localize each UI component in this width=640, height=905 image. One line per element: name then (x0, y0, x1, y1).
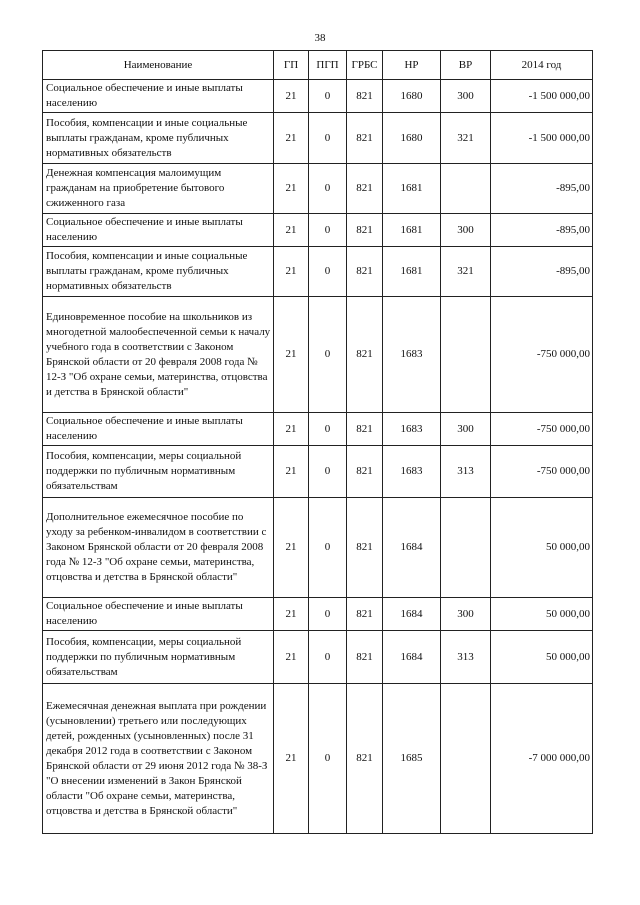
cell-name: Социальное обеспечение и иные выплаты населению (43, 413, 274, 446)
cell-amount: -895,00 (491, 247, 593, 297)
cell-grbs: 821 (347, 113, 383, 164)
cell-amount: -7 000 000,00 (491, 684, 593, 834)
table-row (43, 214, 593, 247)
cell-name: Пособия, компенсации, меры социальной поддержки по публичным нормативным обязательствам (43, 446, 274, 498)
cell-amount: -750 000,00 (491, 297, 593, 413)
cell-pgp: 0 (309, 214, 347, 247)
cell-name: Дополнительное ежемесячное пособие по уходу за ребенком-инвалидом в соответствии с Законом Брянской области от 20 февраля 2008 года № 12-З "Об охране семьи, материнства, отцовства и детства в Брянской области" (43, 498, 274, 598)
cell-grbs: 821 (347, 214, 383, 247)
cell-np: 1680 (383, 80, 441, 113)
cell-gp: 21 (274, 247, 309, 297)
cell-gp: 21 (274, 164, 309, 214)
cell-grbs: 821 (347, 80, 383, 113)
cell-vr: 300 (441, 214, 491, 247)
cell-np: 1683 (383, 297, 441, 413)
cell-pgp: 0 (309, 498, 347, 598)
header-vr: ВР (441, 51, 491, 80)
cell-amount: 50 000,00 (491, 498, 593, 598)
header-gp: ГП (274, 51, 309, 80)
cell-gp: 21 (274, 113, 309, 164)
cell-pgp: 0 (309, 446, 347, 498)
table-row (43, 164, 593, 214)
cell-vr (441, 498, 491, 598)
cell-gp: 21 (274, 413, 309, 446)
cell-name: Пособия, компенсации и иные социальные выплаты гражданам, кроме публичных нормативных обязательств (43, 113, 274, 164)
cell-pgp: 0 (309, 413, 347, 446)
cell-vr (441, 684, 491, 834)
cell-np: 1680 (383, 113, 441, 164)
cell-pgp: 0 (309, 80, 347, 113)
cell-vr: 321 (441, 113, 491, 164)
cell-vr: 300 (441, 598, 491, 631)
cell-gp: 21 (274, 446, 309, 498)
page-number: 38 (314, 32, 326, 44)
cell-np: 1681 (383, 164, 441, 214)
header-grbs: ГРБС (347, 51, 383, 80)
table-row (43, 446, 593, 498)
cell-name: Пособия, компенсации и иные социальные выплаты гражданам, кроме публичных нормативных обязательств (43, 247, 274, 297)
cell-grbs: 821 (347, 498, 383, 598)
header-pgp: ПГП (309, 51, 347, 80)
cell-name: Единовременное пособие на школьников из многодетной малообеспеченной семьи к началу учебного года в соответствии с Законом Брянской области от 20 февраля 2008 года № 12-З "Об охране семьи, материнства, отцовства и детства в Брянской области" (43, 297, 274, 413)
cell-amount: -895,00 (491, 164, 593, 214)
table-row (43, 80, 593, 113)
table-row (43, 631, 593, 684)
cell-gp: 21 (274, 631, 309, 684)
cell-pgp: 0 (309, 684, 347, 834)
cell-amount: 50 000,00 (491, 631, 593, 684)
budget-table (42, 50, 593, 834)
table-row (43, 113, 593, 164)
cell-np: 1683 (383, 413, 441, 446)
cell-gp: 21 (274, 598, 309, 631)
cell-np: 1684 (383, 598, 441, 631)
cell-grbs: 821 (347, 598, 383, 631)
cell-amount: -1 500 000,00 (491, 113, 593, 164)
table-row (43, 247, 593, 297)
cell-name: Социальное обеспечение и иные выплаты населению (43, 598, 274, 631)
table-row (43, 598, 593, 631)
cell-grbs: 821 (347, 164, 383, 214)
header-name: Наименование (43, 51, 274, 80)
cell-vr: 300 (441, 413, 491, 446)
cell-vr (441, 164, 491, 214)
cell-grbs: 821 (347, 297, 383, 413)
cell-pgp: 0 (309, 113, 347, 164)
cell-pgp: 0 (309, 631, 347, 684)
cell-grbs: 821 (347, 247, 383, 297)
header-year: 2014 год (491, 51, 593, 80)
cell-name: Ежемесячная денежная выплата при рождении (усыновлении) третьего или последующих детей, рожденных (усыновленных) после 31 декабря 2012 года в соответствии с Законом Брянской области от 29 июня 2012 года № 38-З "О внесении изменений в Закон Брянской области "Об охране семьи, материнства, отцовства и детства в Брянской области" (43, 684, 274, 834)
cell-np: 1683 (383, 446, 441, 498)
cell-amount: 50 000,00 (491, 598, 593, 631)
cell-amount: -1 500 000,00 (491, 80, 593, 113)
cell-grbs: 821 (347, 446, 383, 498)
cell-grbs: 821 (347, 413, 383, 446)
cell-amount: -750 000,00 (491, 413, 593, 446)
cell-gp: 21 (274, 80, 309, 113)
cell-pgp: 0 (309, 164, 347, 214)
cell-gp: 21 (274, 498, 309, 598)
cell-name: Социальное обеспечение и иные выплаты населению (43, 214, 274, 247)
cell-gp: 21 (274, 684, 309, 834)
cell-name: Пособия, компенсации, меры социальной поддержки по публичным нормативным обязательствам (43, 631, 274, 684)
cell-amount: -750 000,00 (491, 446, 593, 498)
cell-vr: 313 (441, 631, 491, 684)
cell-pgp: 0 (309, 598, 347, 631)
cell-np: 1684 (383, 498, 441, 598)
cell-np: 1681 (383, 247, 441, 297)
cell-vr (441, 297, 491, 413)
cell-gp: 21 (274, 297, 309, 413)
cell-np: 1685 (383, 684, 441, 834)
cell-grbs: 821 (347, 631, 383, 684)
cell-np: 1684 (383, 631, 441, 684)
cell-gp: 21 (274, 214, 309, 247)
cell-pgp: 0 (309, 247, 347, 297)
table-row (43, 498, 593, 598)
cell-np: 1681 (383, 214, 441, 247)
table-header-row (43, 51, 593, 80)
table-row (43, 684, 593, 834)
cell-vr: 313 (441, 446, 491, 498)
cell-grbs: 821 (347, 684, 383, 834)
cell-vr: 300 (441, 80, 491, 113)
cell-name: Социальное обеспечение и иные выплаты населению (43, 80, 274, 113)
cell-amount: -895,00 (491, 214, 593, 247)
cell-vr: 321 (441, 247, 491, 297)
table-row (43, 297, 593, 413)
cell-pgp: 0 (309, 297, 347, 413)
table-row (43, 413, 593, 446)
cell-name: Денежная компенсация малоимущим гражданам на приобретение бытового сжиженного газа (43, 164, 274, 214)
header-np: НР (383, 51, 441, 80)
